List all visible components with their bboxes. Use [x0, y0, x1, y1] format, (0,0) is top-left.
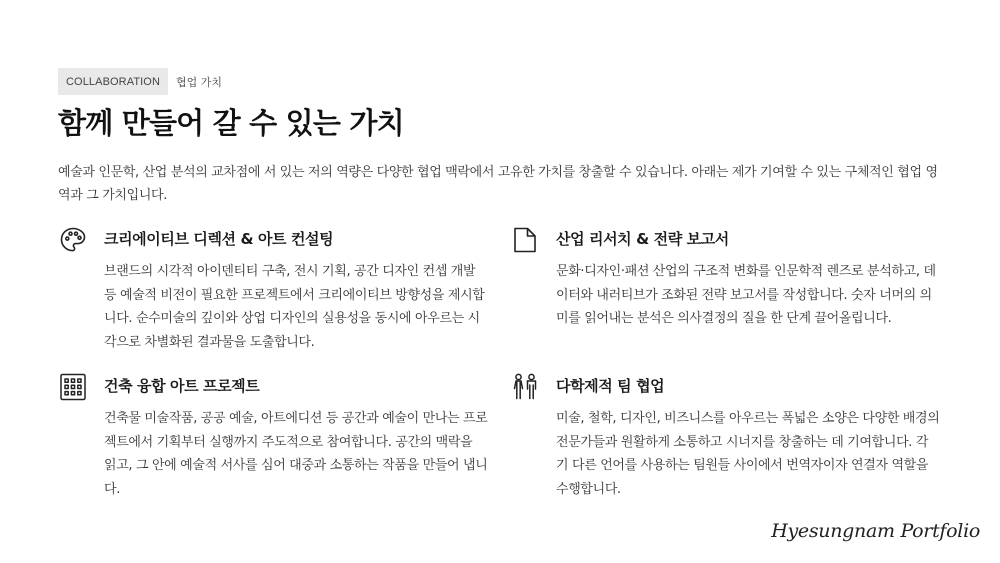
- card-title: 산업 리서치 & 전략 보고서: [556, 230, 729, 248]
- card-description: 건축물 미술작품, 공공 예술, 아트에디션 등 공간과 예술이 만나는 프로젝트에서 기획부터 실행까지 주도적으로 참여합니다. 공간의 맥락을 읽고, 그 안에 예술적 서사를 심어 대중과 소통하는 작품을 만들어 냅니다.: [104, 411, 488, 497]
- card-title: 건축 융합 아트 프로젝트: [104, 377, 260, 395]
- card-description: 문화·디자인·패션 산업의 구조적 변화를 인문학적 렌즈로 분석하고, 데이터와 내러티브가 조화된 전략 보고서를 작성합니다. 숫자 너머의 의미를 읽어내는 분석은 의사결정의 질을 한 단계 끌어올립니다.: [556, 264, 936, 326]
- section-tag: [58, 68, 222, 95]
- document-icon: [510, 225, 540, 255]
- page-title: 함께 만들어 갈 수 있는 가치: [58, 106, 404, 140]
- palette-icon: [58, 225, 88, 255]
- card-title: 크리에이티브 디렉션 & 아트 컨설팅: [104, 230, 334, 248]
- team-icon: [510, 372, 540, 402]
- portfolio-signature: Hyesungnam Portfolio: [771, 520, 980, 542]
- building-icon: [58, 372, 88, 402]
- section-tag-label: COLLABORATION: [58, 68, 168, 95]
- card-description: 미술, 철학, 디자인, 비즈니스를 아우르는 폭넓은 소양은 다양한 배경의 전문가들과 원활하게 소통하고 시너지를 창출하는 데 기여합니다. 각기 다른 언어를 사용하는 팀원들 사이에서 번역자이자 연결자 역할을 수행합니다.: [556, 411, 940, 497]
- card-description: 브랜드의 시각적 아이덴티티 구축, 전시 기획, 공간 디자인 컨셉 개발 등 예술적 비전이 필요한 프로젝트에서 크리에이티브 방향성을 제시합니다. 순수미술의 깊이와 상업 디자인의 실용성을 동시에 아우르는 시각으로 차별화된 결과물을 도출합니다.: [104, 264, 485, 350]
- intro-paragraph: 예술과 인문학, 산업 분석의 교차점에 서 있는 저의 역량은 다양한 협업 맥락에서 고유한 가치를 창출할 수 있습니다. 아래는 제가 기여할 수 있는 구체적인 협업 영역과 그 가치입니다.: [58, 165, 938, 203]
- card-title: 다학제적 팀 협업: [556, 377, 665, 395]
- section-tag-caption: 협업 가치: [176, 75, 223, 89]
